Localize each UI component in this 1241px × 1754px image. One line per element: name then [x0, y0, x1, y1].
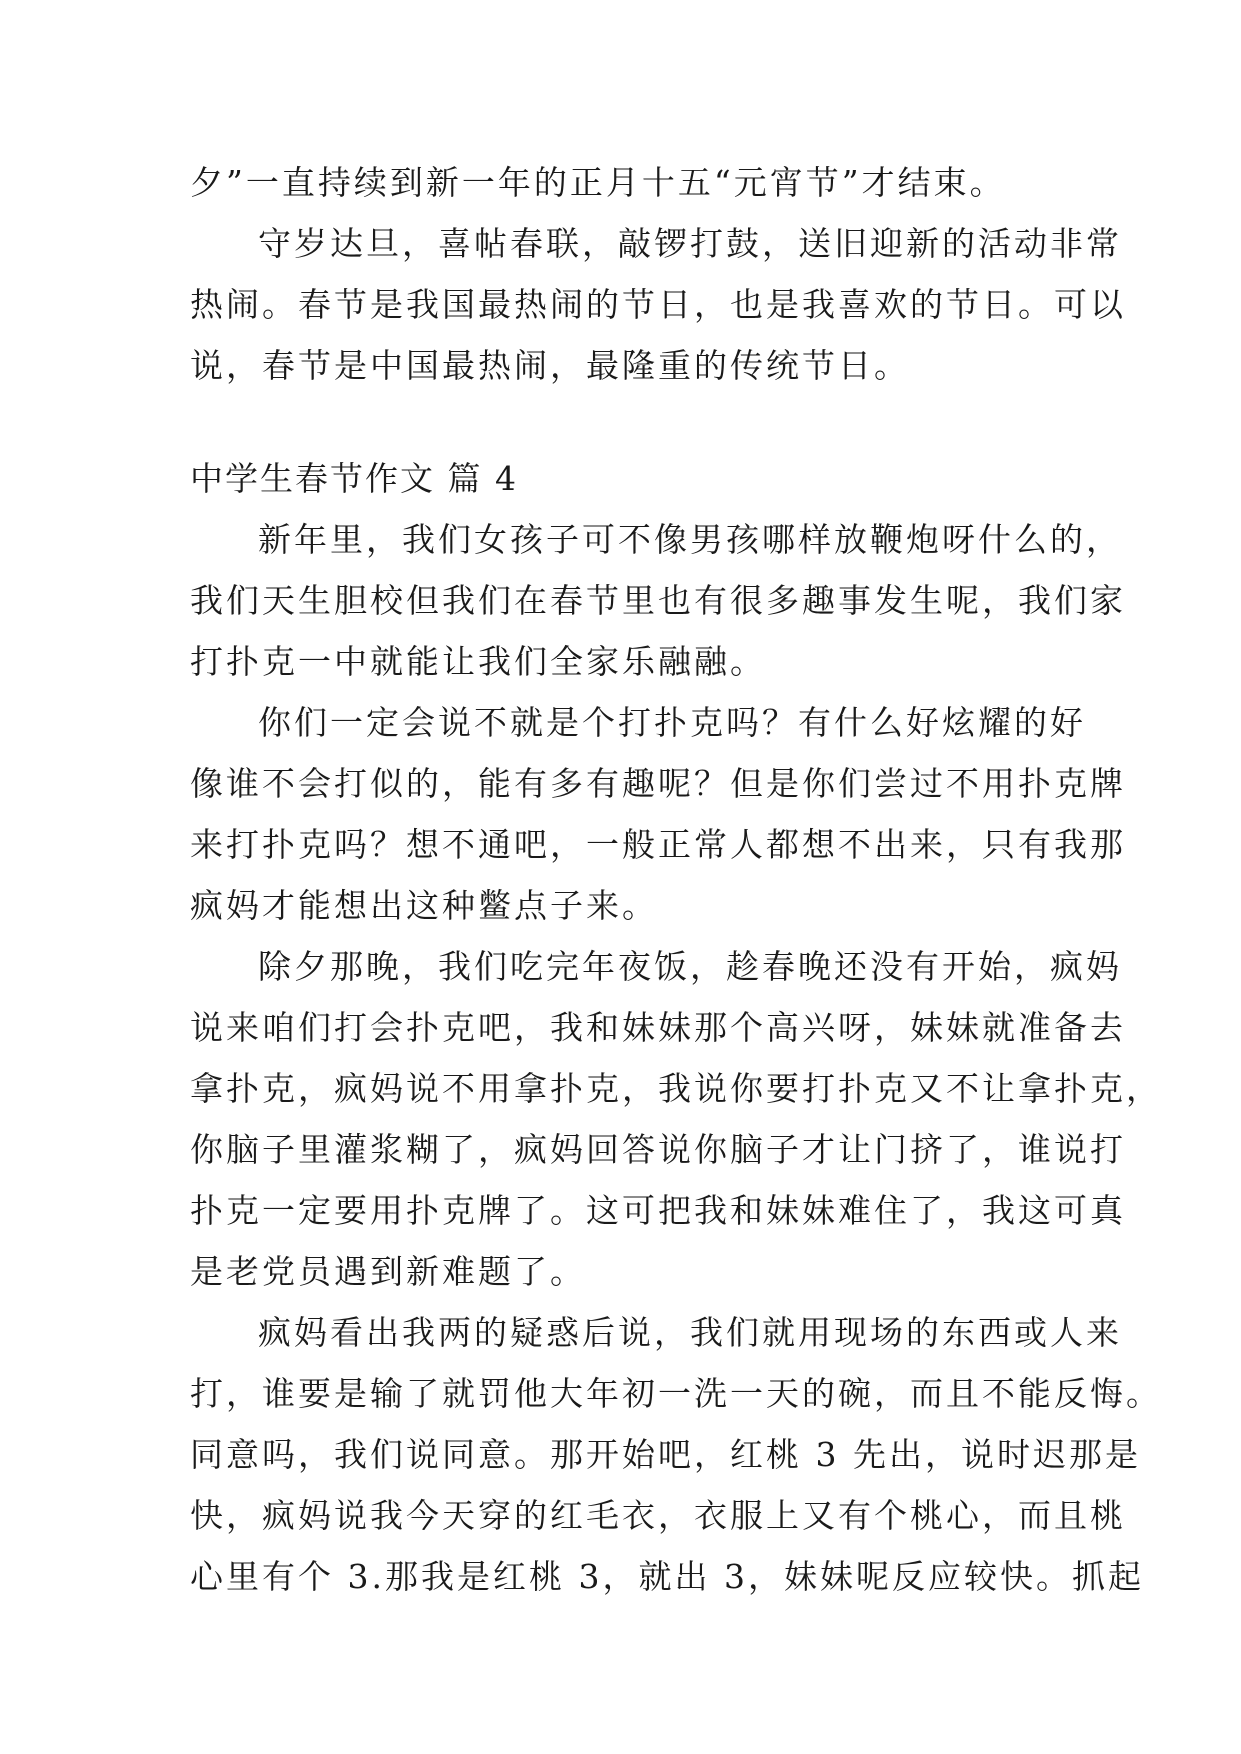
text-line: 快，疯妈说我今天穿的红毛衣，衣服上又有个桃心，而且桃 — [190, 1496, 1126, 1535]
text-line: 扑克一定要用扑克牌了。这可把我和妹妹难住了，我这可真 — [190, 1191, 1126, 1230]
text-line: 守岁达旦，喜帖春联，敲锣打鼓，送旧迎新的活动非常 — [258, 224, 1122, 263]
text-line: 打扑克一中就能让我们全家乐融融。 — [190, 642, 766, 681]
document-body — [190, 152, 1162, 1607]
text-line: 像谁不会打似的，能有多有趣呢？但是你们尝过不用扑克牌 — [190, 764, 1126, 803]
text-line: 热闹。春节是我国最热闹的节日，也是我喜欢的节日。可以 — [190, 285, 1126, 324]
text-line: 说，春节是中国最热闹，最隆重的传统节日。 — [190, 346, 910, 385]
paragraph — [190, 936, 1162, 1302]
paragraph — [190, 1302, 1162, 1607]
text-line: 心里有个 3.那我是红桃 3，就出 3，妹妹呢反应较快。抓起 — [190, 1557, 1144, 1596]
text-line: 说来咱们打会扑克吧，我和妹妹那个高兴呀，妹妹就准备去 — [190, 1008, 1126, 1047]
text-line: 除夕那晚，我们吃完年夜饭，趁春晚还没有开始，疯妈 — [258, 947, 1122, 986]
text-line: 你们一定会说不就是个打扑克吗？有什么好炫耀的好 — [258, 703, 1086, 742]
text-line: 新年里，我们女孩子可不像男孩哪样放鞭炮呀什么的， — [258, 520, 1122, 559]
paragraph — [190, 213, 1126, 396]
text-line: 是老党员遇到新难题了。 — [190, 1252, 586, 1291]
text-line: 我们天生胆校但我们在春节里也有很多趣事发生呢，我们家 — [190, 581, 1126, 620]
paragraph — [190, 692, 1126, 936]
text-line: 夕”一直持续到新一年的正月十五“元宵节”才结束。 — [190, 163, 1006, 202]
text-line: 同意吗，我们说同意。那开始吧，红桃 3 先出，说时迟那是 — [190, 1435, 1141, 1474]
text-line: 疯妈看出我两的疑惑后说，我们就用现场的东西或人来 — [258, 1313, 1122, 1352]
text-line: 你脑子里灌浆糊了，疯妈回答说你脑子才让门挤了，谁说打 — [190, 1130, 1126, 1169]
paragraph-continued — [190, 152, 1070, 213]
text-line: 拿扑克，疯妈说不用拿扑克，我说你要打扑克又不让拿扑克， — [190, 1069, 1162, 1108]
text-line: 打，谁要是输了就罚他大年初一洗一天的碗，而且不能反悔。 — [190, 1374, 1162, 1413]
paragraph — [190, 509, 1126, 692]
text-line: 疯妈才能想出这种鳖点子来。 — [190, 886, 658, 925]
section-heading: 中学生春节作文 篇 4 — [190, 459, 518, 498]
text-line: 来打扑克吗？想不通吧，一般正常人都想不出来，只有我那 — [190, 825, 1126, 864]
